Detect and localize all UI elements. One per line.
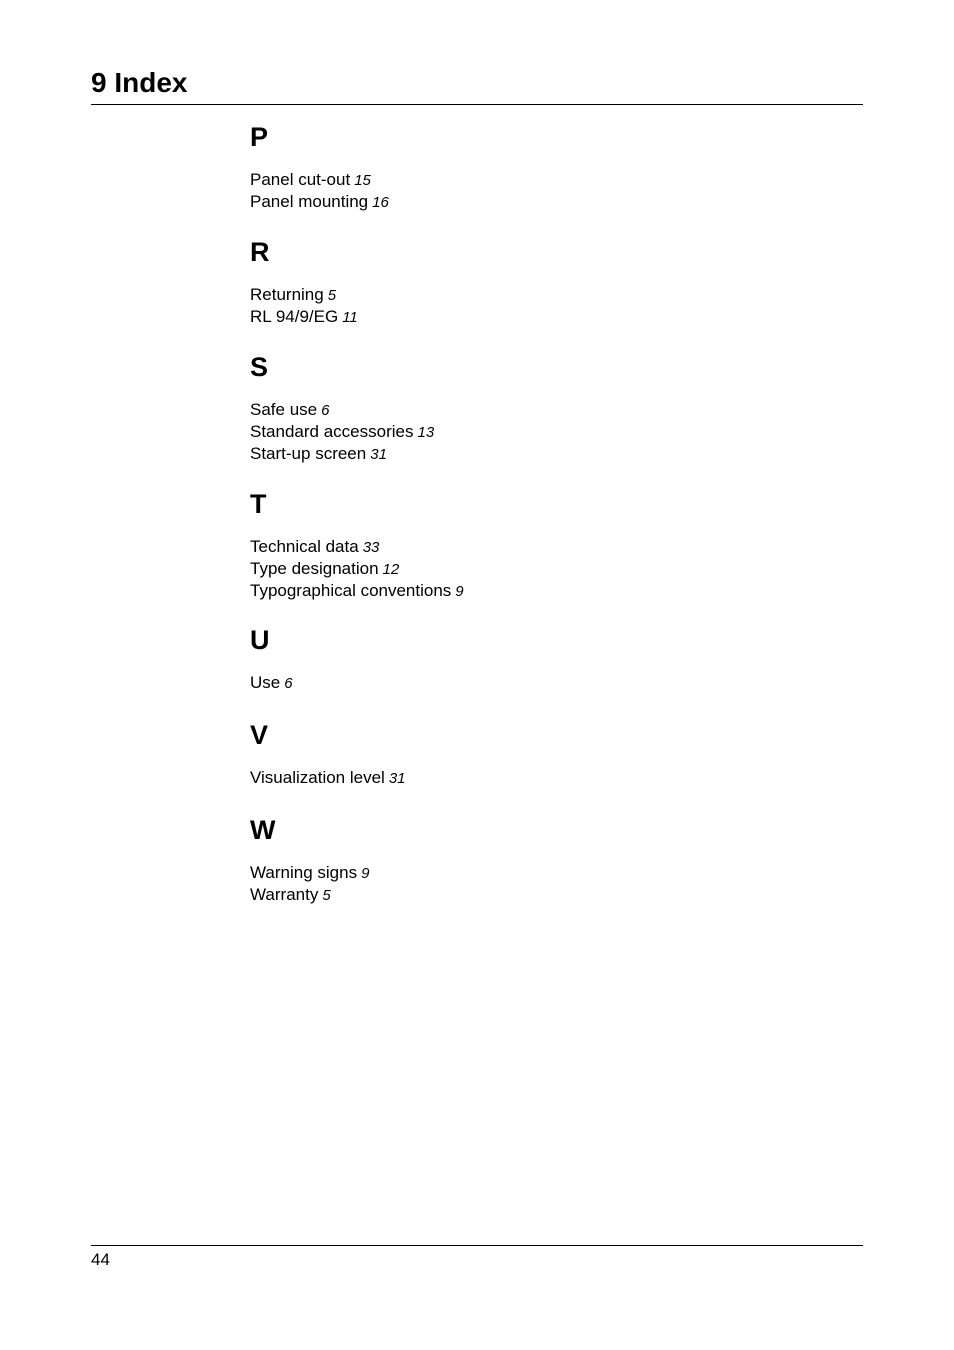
index-term: Safe use: [250, 400, 318, 419]
index-entry: [250, 170, 389, 192]
index-term: Visualization level: [250, 768, 385, 787]
index-entry: [250, 307, 358, 329]
index-page-ref: 12: [382, 560, 400, 578]
index-letter: V: [250, 720, 269, 750]
index-page-ref: 6: [284, 675, 293, 692]
index-page-ref: 31: [370, 445, 387, 463]
index-group-s: [250, 352, 434, 465]
index-entry: [250, 581, 464, 603]
index-page-ref: 5: [327, 287, 337, 304]
footer-rule: [91, 1245, 863, 1246]
index-page-ref: 6: [321, 402, 330, 419]
index-entry: [250, 537, 464, 559]
index-page-ref: 33: [362, 539, 380, 556]
index-term: Type designation: [250, 558, 379, 578]
index-letter: R: [250, 237, 270, 267]
page-number: 44: [91, 1250, 110, 1269]
index-term: Returning: [250, 285, 324, 304]
index-letter: T: [250, 489, 267, 519]
chapter-title: 9 Index: [91, 67, 188, 98]
index-group-v: [250, 720, 406, 790]
index-group-w: [250, 815, 369, 907]
index-entry: [250, 285, 358, 307]
index-group-p: [250, 122, 389, 214]
index-letter: U: [250, 625, 270, 655]
index-term: Typographical conventions: [250, 580, 452, 600]
index-group-r: [250, 237, 358, 329]
index-page-ref: 15: [354, 172, 371, 189]
index-term: Panel cut-out: [250, 170, 351, 189]
index-entry: [250, 400, 434, 422]
index-letter: W: [250, 815, 276, 845]
index-term: RL 94/9/EG: [250, 306, 339, 326]
index-page-ref: 5: [322, 886, 331, 904]
index-term: Start-up screen: [250, 443, 367, 463]
index-letter: S: [250, 352, 269, 382]
index-entry: [250, 673, 293, 695]
index-group-u: [250, 625, 293, 695]
index-letter: P: [250, 122, 269, 152]
index-term: Warning signs: [250, 863, 358, 882]
index-term: Standard accessories: [250, 421, 414, 441]
index-term: Technical data: [250, 537, 359, 556]
index-page-ref: 11: [342, 308, 358, 326]
index-page-ref: 9: [361, 865, 370, 882]
index-page-ref: 31: [388, 770, 406, 787]
index-entry: [250, 885, 369, 907]
index-page-ref: 9: [455, 582, 464, 600]
index-term: Warranty: [250, 884, 319, 904]
index-entry: [250, 559, 464, 581]
index-term: Use: [250, 673, 281, 692]
index-entry: [250, 444, 434, 466]
index-entry: [250, 422, 434, 444]
index-page-ref: 13: [417, 423, 435, 441]
header-rule: [91, 104, 863, 105]
index-entry: [250, 863, 369, 885]
index-entry: [250, 768, 406, 790]
index-entry: [250, 192, 389, 214]
index-page-ref: 16: [372, 193, 389, 211]
index-term: Panel mounting: [250, 191, 369, 211]
index-group-t: [250, 489, 464, 602]
